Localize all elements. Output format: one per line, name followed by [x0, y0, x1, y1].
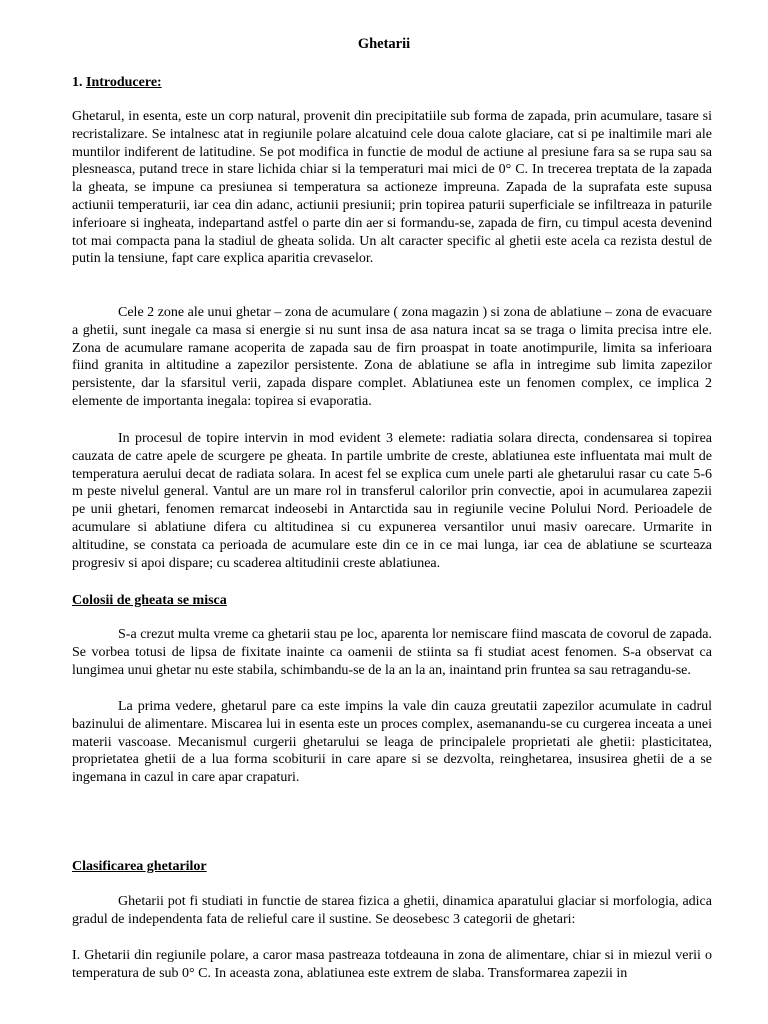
paragraph-colosii-1: S-a crezut multa vreme ca ghetarii stau pe loc, aparenta lor nemiscare fiind mascata de covorul de zapada. Se vorbea totusi de lipsa de fixitate inainte ca oamenii de stiinta sa fi studiat acest fenomen. S-a observat ca lungimea unui ghetar nu este stabila, schimbandu-se de la an la an, inaintand prin fruntea sa sau retragandu-se.: [72, 627, 712, 678]
paragraph-intro-3: In procesul de topire intervin in mod evident 3 elemete: radiatia solara directa, condensarea si topirea cauzata de catre apele de scurgere pe gheata. In partile umbrite de creste, ablatiunea este influentata mai mult de temperatura aerului decat de radiata solara. In acest fel se explica cum unele parti ale ghetarului rasar cu cate 5-6 m peste nivelul general. Vantul are un mare rol in transferul calorilor prin convectie, apoi in acumularea zapezii pe unii ghetari, fenomen remarcat indeosebi in Antarctida sau in regiunile vecine Polului Nord. Perioadele de acumulare si ablatiune difera cu altitudinea si cu expunerea versantilor unui masiv oarecare. Urmarite in altitudine, se constata ca perioada de acumulare este din ce in ce mai lunga, iar cea de ablatiune se scurteaza progresiv si apoi dispare; cu scaderea altitudinii creste ablatiunea.: [72, 431, 712, 571]
section-heading-introducere: [72, 74, 162, 92]
paragraph-clasificarea-2: I. Ghetarii din regiunile polare, a caror masa pastreaza totdeauna in zona de alimentare, chiar si in miezul verii o temperatura de sub 0° C. In aceasta zona, ablatiunea este extrem de slaba. Transformarea zapezii in: [72, 948, 712, 981]
section-heading-colosii: [72, 592, 227, 610]
section-heading-text: Introducere:: [86, 75, 162, 90]
document-title: Ghetarii: [357, 36, 411, 52]
paragraph-clasificarea-1: Ghetarii pot fi studiati in functie de starea fizica a ghetii, dinamica aparatului glaciar si morfologia, adica gradul de independenta fata de relieful care il sustine. Se deosebesc 3 categorii de ghetari:: [72, 894, 712, 927]
section-heading-text: Clasificarea ghetarilor: [72, 859, 207, 874]
paragraph-colosii-2: La prima vedere, ghetarul pare ca este impins la vale din cauza greutatii zapezilor acumulate in cadrul bazinului de alimentare. Miscarea lui in esenta este un proces complex, asemanandu-se cu curgerea inceata a unei materii vascoase. Mecanismul curgerii ghetarului se leaga de principalele proprietati ale ghetii: plasticitatea, proprietatea ghetii de a lua forma scobiturii in care apare si se dezvolta, reinghetarea, insusirea ghetii de a se ingemana in cazul in care apar crapaturi.: [72, 699, 712, 786]
section-number: 1.: [72, 75, 83, 90]
section-heading-clasificarea: [72, 858, 207, 876]
paragraph-intro-1: Ghetarul, in esenta, este un corp natural, provenit din precipitatiile sub forma de zapada, prin acumulare, tasare si recristalizare. Se intalnesc atat in regiunile polare alcatuind cele doua calote glaciare, cat si pe inaltimile mari ale muntilor indiferent de latitudine. Se pot modifica in functie de modul de actiune al presiune fara sa se rupa sau sa plesneasca, putand trece in stare lichida chiar si la temperaturi mai mici de 0° C. In trecerea treptata de la zapada la gheata, se impune ca presiunea si temperatura sa actioneze impreuna. Zapada de la suprafata este supusa actiunii temperaturii, iar cea din adanc, actiunii presiunii; prin topirea paturii superficiale se infiltreaza in paturile inferioare si ingheata, indepartand astfel o parte din aer si formandu-se, zapada de firn, cu timpul acesta devenind tot mai compacta pana la stadiul de gheata solida. Un alt caracter specific al ghetii este acela ca rezista destul de putin la tensiune, fapt care explica aparitia crevaselor.: [72, 109, 712, 267]
paragraph-intro-2: Cele 2 zone ale unui ghetar – zona de acumulare ( zona magazin ) si zona de ablatiune – zona de evacuare a ghetii, sunt inegale ca masa si energie si nu sunt insa de asa natura incat sa se traga o limita precisa intre ele. Zona de acumulare ramane acoperita de zapada sau de firn proaspat in toate anotimpurile, limita sa inferioara fiind granita in altitudine a zapezilor persistente. Zona de ablatiune se afla in intregime sub limita zapezilor persistente, dar la sfarsitul verii, zapada dispare complet. Ablatiunea este un fenomen complex, ce implica 2 elemente de importanta inegala: topirea si evaporatia.: [72, 305, 712, 409]
section-heading-text: Colosii de gheata se misca: [72, 593, 227, 608]
